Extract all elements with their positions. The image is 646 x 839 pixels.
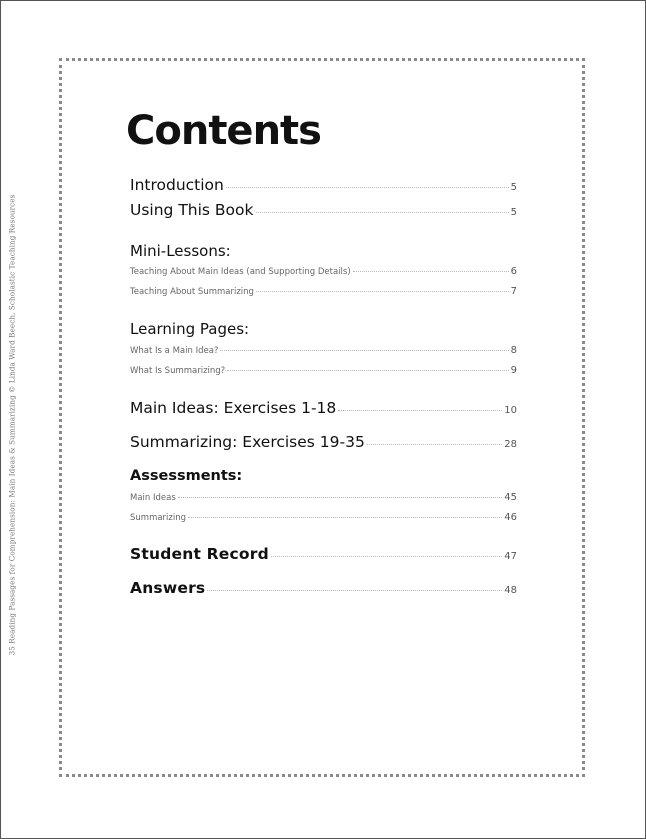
- dot-leader: [353, 271, 509, 272]
- toc-subentry: [130, 365, 517, 376]
- dot-leader: [256, 291, 509, 292]
- section-heading-assessments: Assessments:: [130, 468, 243, 484]
- toc-entry-label: What Is Summarizing?: [130, 366, 226, 376]
- toc-entry-main-ideas-exercises: [130, 399, 517, 417]
- toc-entry-label: Using This Book: [130, 201, 254, 219]
- toc-subentry: [130, 345, 517, 356]
- toc-subentry: [130, 286, 517, 297]
- toc-entry-page: 6: [510, 266, 517, 277]
- dot-leader: [338, 410, 502, 411]
- toc-entry-page: 9: [510, 365, 517, 376]
- dot-leader: [367, 444, 502, 445]
- section-heading-learning-pages: Learning Pages:: [130, 320, 250, 338]
- dot-leader: [220, 350, 508, 351]
- dot-leader: [271, 556, 502, 557]
- dot-leader: [226, 187, 509, 188]
- page-title: Contents: [126, 108, 321, 154]
- toc-entry-page: 10: [504, 405, 517, 416]
- toc-entry-label: Answers: [130, 579, 206, 597]
- toc-entry-label: Main Ideas: [130, 493, 176, 503]
- toc-entry-label: Student Record: [130, 545, 269, 563]
- dot-leader: [256, 212, 509, 213]
- toc-entry-label: Main Ideas: Exercises 1-18: [130, 399, 337, 417]
- toc-entry-introduction: [130, 176, 517, 194]
- toc-entry-label: Teaching About Summarizing: [130, 287, 254, 297]
- toc-entry-page: 45: [504, 492, 517, 503]
- toc-entry-student-record: [130, 545, 517, 563]
- side-caption-text: 35 Reading Passages for Comprehension: Main Ideas & Summarizing © Linda Ward Beech, Scholastic Teaching Resources: [7, 194, 17, 656]
- toc-entry-label: Introduction: [130, 176, 224, 194]
- toc-entry-page: 8: [510, 345, 517, 356]
- toc-subentry: [130, 512, 517, 523]
- side-caption: [2, 0, 22, 839]
- toc-entry-page: 28: [504, 439, 517, 450]
- dot-leader: [207, 590, 502, 591]
- dotted-border: [59, 58, 585, 777]
- toc-entry-page: 5: [510, 207, 517, 218]
- toc-entry-page: 7: [510, 286, 517, 297]
- dot-leader: [178, 497, 503, 498]
- toc-entry-label: Teaching About Main Ideas (and Supporting Details): [130, 267, 351, 277]
- toc-entry-label: Summarizing: [130, 513, 187, 523]
- toc-entry-page: 47: [504, 551, 517, 562]
- toc-entry-page: 46: [504, 512, 517, 523]
- toc-entry-summarizing-exercises: [130, 433, 517, 451]
- toc-entry-page: 48: [504, 585, 517, 596]
- toc-entry-label: Summarizing: Exercises 19-35: [130, 433, 365, 451]
- toc-entry-using-this-book: [130, 201, 517, 219]
- dot-leader: [188, 517, 502, 518]
- dot-leader: [227, 370, 508, 371]
- toc-entry-page: 5: [510, 182, 517, 193]
- toc-entry-label: What Is a Main Idea?: [130, 346, 219, 356]
- section-heading-mini-lessons: Mini-Lessons:: [130, 242, 231, 260]
- toc-entry-answers: [130, 579, 517, 597]
- toc-subentry: [130, 266, 517, 277]
- toc-subentry: [130, 492, 517, 503]
